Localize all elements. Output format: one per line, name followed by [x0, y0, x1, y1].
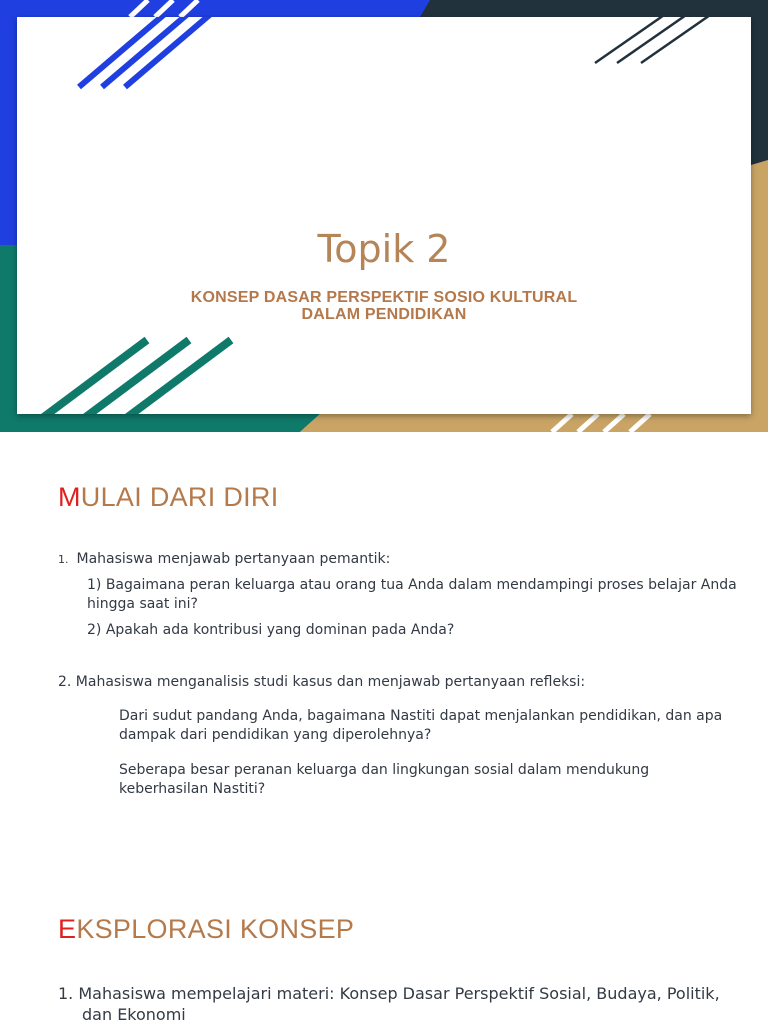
slide-subtitle — [17, 289, 751, 323]
section-heading — [58, 482, 279, 513]
heading-initial: E — [58, 914, 77, 944]
question-2: 2) Apakah ada kontribusi yang dominan pada Anda? — [87, 622, 455, 638]
subtitle-line-2: DALAM PENDIDIKAN — [301, 306, 467, 323]
subtitle-line-1: KONSEP DASAR PERSPEKTIF SOSIO KULTURAL — [190, 289, 578, 306]
slide-title: Topik 2 — [317, 227, 451, 271]
heading-rest: ULAI DARI DIRI — [80, 482, 279, 512]
section-eksplorasi-konsep — [0, 862, 768, 1024]
reflection-1-line-1: Dari sudut pandang Anda, bagaimana Nastiti dapat menjalankan pendidikan, dan apa — [119, 708, 723, 724]
reflection-2-line-2: keberhasilan Nastiti? — [119, 781, 266, 797]
section-mulai-dari-diri — [0, 432, 768, 862]
heading-initial: M — [58, 482, 81, 512]
reflection-1-line-2: dampak dari pendidikan yang diperolehnya? — [119, 727, 432, 743]
reflection-2-line-1: Seberapa besar peranan keluarga dan lingkungan sosial dalam mendukung — [119, 762, 650, 778]
question-1-line-1: 1) Bagaimana peran keluarga atau orang tua Anda dalam mendampingi proses belajar Anda — [87, 577, 737, 593]
question-1 — [87, 576, 737, 614]
section-heading — [58, 914, 354, 945]
list-item-1-line-2: dan Ekonomi — [82, 1005, 186, 1024]
decorative-stripes — [17, 17, 751, 414]
reflection-1 — [119, 707, 722, 745]
list-item-1 — [58, 550, 390, 569]
list-item-1-line-1: 1. Mahasiswa mempelajari materi: Konsep Dasar Perspektif Sosial, Budaya, Politik, — [58, 984, 720, 1003]
heading-rest: KSPLORASI KONSEP — [76, 914, 355, 944]
title-slide — [0, 0, 768, 432]
question-1-line-2: hingga saat ini? — [87, 596, 198, 612]
list-item-2: 2. Mahasiswa menganalisis studi kasus dan menjawab pertanyaan refleksi: — [58, 674, 586, 690]
list-number: 1. — [58, 553, 69, 566]
list-item-text: Mahasiswa menjawab pertanyaan pemantik: — [76, 551, 391, 567]
reflection-2 — [119, 761, 649, 799]
title-card — [17, 17, 751, 414]
list-item-1 — [58, 983, 720, 1025]
